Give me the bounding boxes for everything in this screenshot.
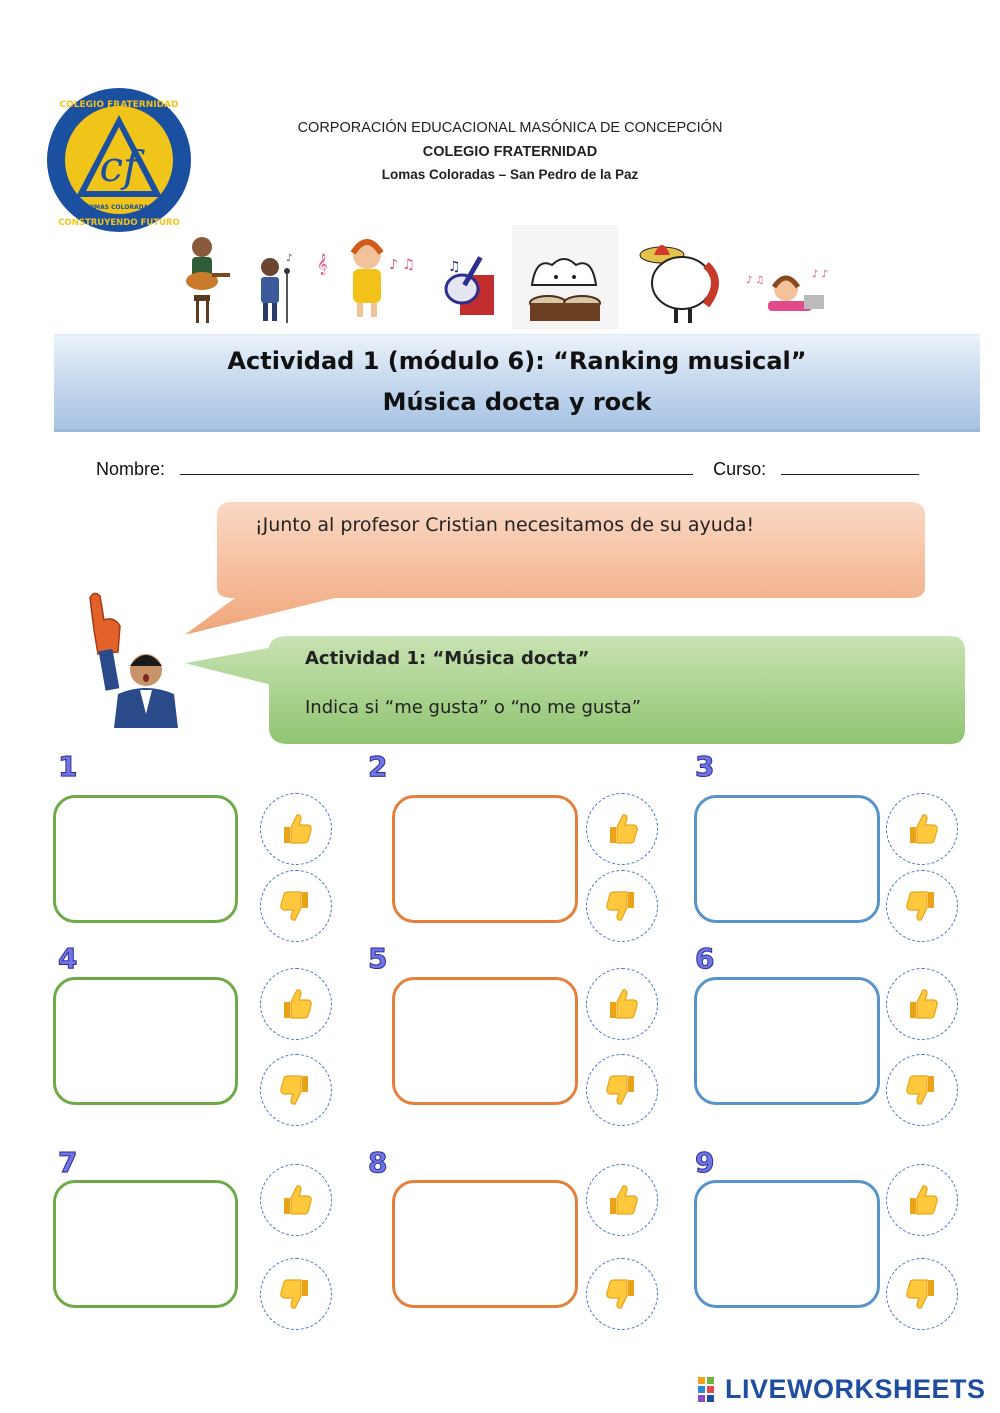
dislike-option-3[interactable]	[886, 870, 958, 942]
svg-text:𝄞: 𝄞	[317, 254, 328, 275]
mariachi-creature-illustration	[632, 225, 732, 330]
svg-text:♪: ♪	[286, 253, 293, 264]
thumbs-down-icon	[604, 1072, 640, 1108]
activity-bubble-title: Actividad 1: “Música docta”	[305, 648, 590, 669]
answer-card-7[interactable]	[53, 1180, 238, 1308]
header-location: Lomas Coloradas – San Pedro de la Paz	[381, 167, 639, 182]
answer-card-9[interactable]	[694, 1180, 880, 1308]
girl-headphones-illustration	[315, 225, 425, 330]
card-number-9: 9	[695, 1146, 715, 1179]
card-number-5: 5	[368, 942, 388, 975]
liveworksheets-logo-icon	[697, 1375, 723, 1405]
footer-brand-text: LIVEWORKSHEETS	[725, 1374, 986, 1404]
girl-laptop-illustration	[742, 225, 840, 330]
answer-card-8[interactable]	[392, 1180, 578, 1308]
cat-bongo-illustration	[512, 225, 618, 330]
like-option-3[interactable]	[886, 793, 958, 865]
thumbs-up-icon	[904, 1182, 940, 1218]
card-number-3: 3	[695, 750, 715, 783]
svg-text:cf: cf	[99, 142, 139, 191]
school-logo	[44, 85, 194, 235]
svg-text:LOMAS COLORADAS: LOMAS COLORADAS	[85, 204, 153, 211]
header-corporation: CORPORACIÓN EDUCACIONAL MASÓNICA DE CONCEPCIÓN	[297, 120, 723, 136]
thumbs-down-icon	[904, 888, 940, 924]
dislike-option-9[interactable]	[886, 1258, 958, 1330]
teacher-avatar	[80, 590, 180, 728]
name-course-row	[96, 458, 919, 480]
card-number-4: 4	[58, 942, 78, 975]
like-option-7[interactable]	[260, 1164, 332, 1236]
svg-text:♫: ♫	[448, 259, 461, 275]
answer-card-6[interactable]	[694, 977, 880, 1105]
like-option-4[interactable]	[260, 968, 332, 1040]
thumbs-down-icon	[604, 888, 640, 924]
thumbs-down-icon	[278, 1276, 314, 1312]
dislike-option-8[interactable]	[586, 1258, 658, 1330]
svg-text:CONSTRUYENDO FUTURO: CONSTRUYENDO FUTURO	[58, 218, 180, 228]
answer-card-5[interactable]	[392, 977, 578, 1105]
singer-illustration	[248, 225, 298, 330]
guitarist-illustration	[172, 225, 232, 330]
activity-title: Actividad 1 (módulo 6): “Ranking musical”	[227, 347, 807, 375]
thumbs-up-icon	[278, 1182, 314, 1218]
header-school-name: COLEGIO FRATERNIDAD	[422, 144, 598, 160]
answer-card-2[interactable]	[392, 795, 578, 923]
answer-card-4[interactable]	[53, 977, 238, 1105]
svg-text:♪ ♫: ♪ ♫	[389, 257, 415, 273]
like-option-5[interactable]	[586, 968, 658, 1040]
dislike-option-5[interactable]	[586, 1054, 658, 1126]
activity-bubble-instruction: Indica si “me gusta” o “no me gusta”	[305, 697, 642, 718]
card-number-6: 6	[695, 942, 715, 975]
thumbs-down-icon	[278, 1072, 314, 1108]
thumbs-down-icon	[604, 1276, 640, 1312]
dislike-option-2[interactable]	[586, 870, 658, 942]
thumbs-up-icon	[904, 811, 940, 847]
thumbs-down-icon	[278, 888, 314, 924]
like-option-2[interactable]	[586, 793, 658, 865]
footer-brand	[697, 1374, 986, 1405]
dislike-option-6[interactable]	[886, 1054, 958, 1126]
card-number-2: 2	[368, 750, 388, 783]
card-number-8: 8	[368, 1146, 388, 1179]
thumbs-down-icon	[904, 1072, 940, 1108]
thumbs-up-icon	[278, 811, 314, 847]
thumbs-up-icon	[604, 986, 640, 1022]
like-option-6[interactable]	[886, 968, 958, 1040]
answer-card-3[interactable]	[694, 795, 880, 923]
svg-text:♪ ♫: ♪ ♫	[746, 275, 765, 286]
thumbs-up-icon	[604, 1182, 640, 1218]
svg-text:♪ ♪: ♪ ♪	[812, 269, 828, 280]
like-option-8[interactable]	[586, 1164, 658, 1236]
thumbs-up-icon	[278, 986, 314, 1022]
thumbs-down-icon	[904, 1276, 940, 1312]
like-option-9[interactable]	[886, 1164, 958, 1236]
card-number-7: 7	[58, 1146, 78, 1179]
activity-subtitle: Música docta y rock	[382, 388, 652, 416]
name-label: Nombre:	[96, 459, 166, 479]
course-label: Curso:	[713, 459, 767, 479]
dislike-option-1[interactable]	[260, 870, 332, 942]
thumbs-up-icon	[904, 986, 940, 1022]
dislike-option-7[interactable]	[260, 1258, 332, 1330]
svg-text:COLEGIO FRATERNIDAD: COLEGIO FRATERNIDAD	[59, 100, 179, 110]
course-field[interactable]	[781, 458, 919, 475]
like-option-1[interactable]	[260, 793, 332, 865]
guitar-illustration	[440, 225, 502, 330]
thumbs-up-icon	[604, 811, 640, 847]
intro-bubble-text: ¡Junto al profesor Cristian necesitamos de su ayuda!	[255, 514, 755, 536]
dislike-option-4[interactable]	[260, 1054, 332, 1126]
answer-card-1[interactable]	[53, 795, 238, 923]
name-field[interactable]	[180, 458, 693, 475]
card-number-1: 1	[58, 750, 78, 783]
